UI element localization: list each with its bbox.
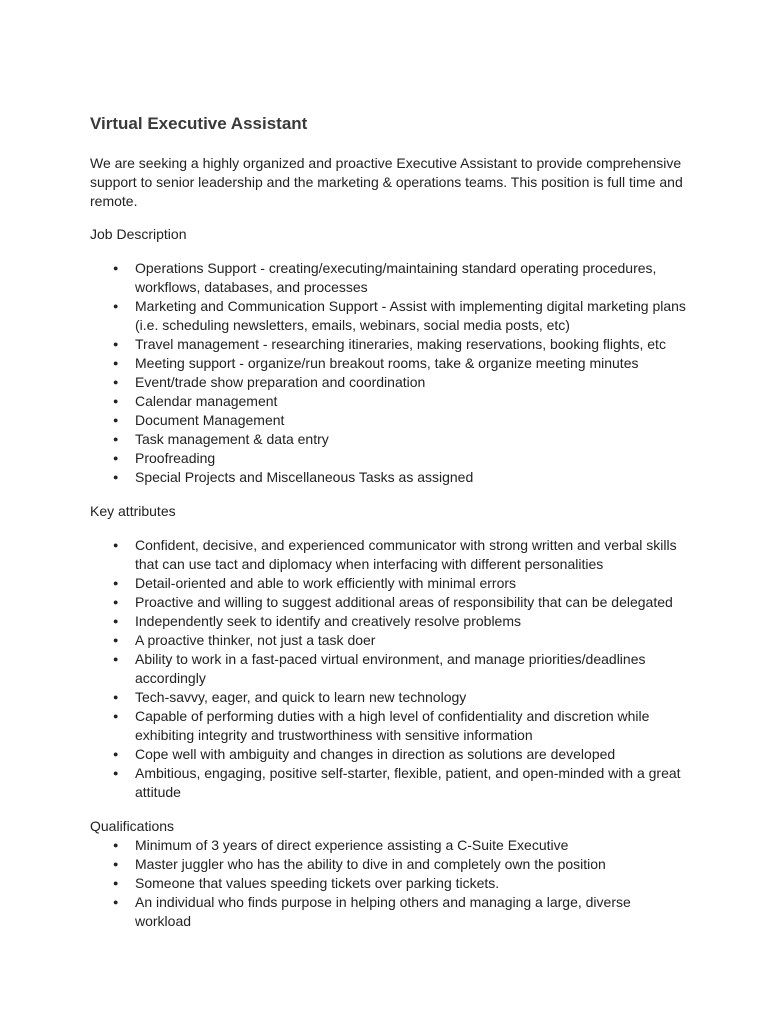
list-item: ● Tech-savvy, eager, and quick to learn new technology — [90, 688, 690, 707]
list-item: ● Cope well with ambiguity and changes in direction as solutions are developed — [90, 745, 690, 764]
key-attributes-heading: Key attributes — [90, 503, 176, 519]
list-item: ● Minimum of 3 years of direct experience assisting a C-Suite Executive — [90, 836, 690, 855]
list-item: ● Document Management — [90, 411, 690, 430]
document-title: Virtual Executive Assistant — [90, 114, 308, 133]
list-item: ● Event/trade show preparation and coordination — [90, 373, 690, 392]
list-item: ● Capable of performing duties with a high level of confidentiality and discretion while exhibiting integrity and trustworthiness with sensitive information — [90, 707, 690, 745]
key-attributes-list — [90, 536, 690, 802]
list-item: ● Meeting support - organize/run breakout rooms, take & organize meeting minutes — [90, 354, 690, 373]
list-item: ● Marketing and Communication Support - Assist with implementing digital marketing plans (i.e. scheduling newsletters, emails, webinars, social media posts, etc) — [90, 297, 690, 335]
intro-paragraph: We are seeking a highly organized and proactive Executive Assistant to provide comprehensive support to senior leadership and the marketing & operations teams. This position is full time and remote. — [90, 155, 683, 209]
list-item: ● Operations Support - creating/executing/maintaining standard operating procedures, workflows, databases, and processes — [90, 259, 690, 297]
job-description-heading: Job Description — [90, 226, 187, 242]
list-item: ● A proactive thinker, not just a task doer — [90, 631, 690, 650]
list-item: ● Proofreading — [90, 449, 690, 468]
qualifications-heading: Qualifications — [90, 818, 175, 834]
job-description-list — [90, 259, 690, 487]
list-item: ● An individual who finds purpose in helping others and managing a large, diverse workload — [90, 893, 690, 931]
qualifications-list — [90, 836, 690, 931]
list-item: ● Someone that values speeding tickets over parking tickets. — [90, 874, 690, 893]
document-page — [90, 112, 690, 946]
list-item: ● Proactive and willing to suggest additional areas of responsibility that can be delegated — [90, 593, 690, 612]
list-item: ● Master juggler who has the ability to dive in and completely own the position — [90, 855, 690, 874]
list-item: ● Ability to work in a fast-paced virtual environment, and manage priorities/deadlines accordingly — [90, 650, 690, 688]
list-item: ● Special Projects and Miscellaneous Tasks as assigned — [90, 468, 690, 487]
list-item: ● Independently seek to identify and creatively resolve problems — [90, 612, 690, 631]
list-item: ● Detail-oriented and able to work efficiently with minimal errors — [90, 574, 690, 593]
list-item: ● Calendar management — [90, 392, 690, 411]
list-item: ● Task management & data entry — [90, 430, 690, 449]
list-item: ● Ambitious, engaging, positive self-starter, flexible, patient, and open-minded with a great attitude — [90, 764, 690, 802]
list-item: ● Confident, decisive, and experienced communicator with strong written and verbal skills that can use tact and diplomacy when interfacing with different personalities — [90, 536, 690, 574]
list-item: ● Travel management - researching itineraries, making reservations, booking flights, etc — [90, 335, 690, 354]
